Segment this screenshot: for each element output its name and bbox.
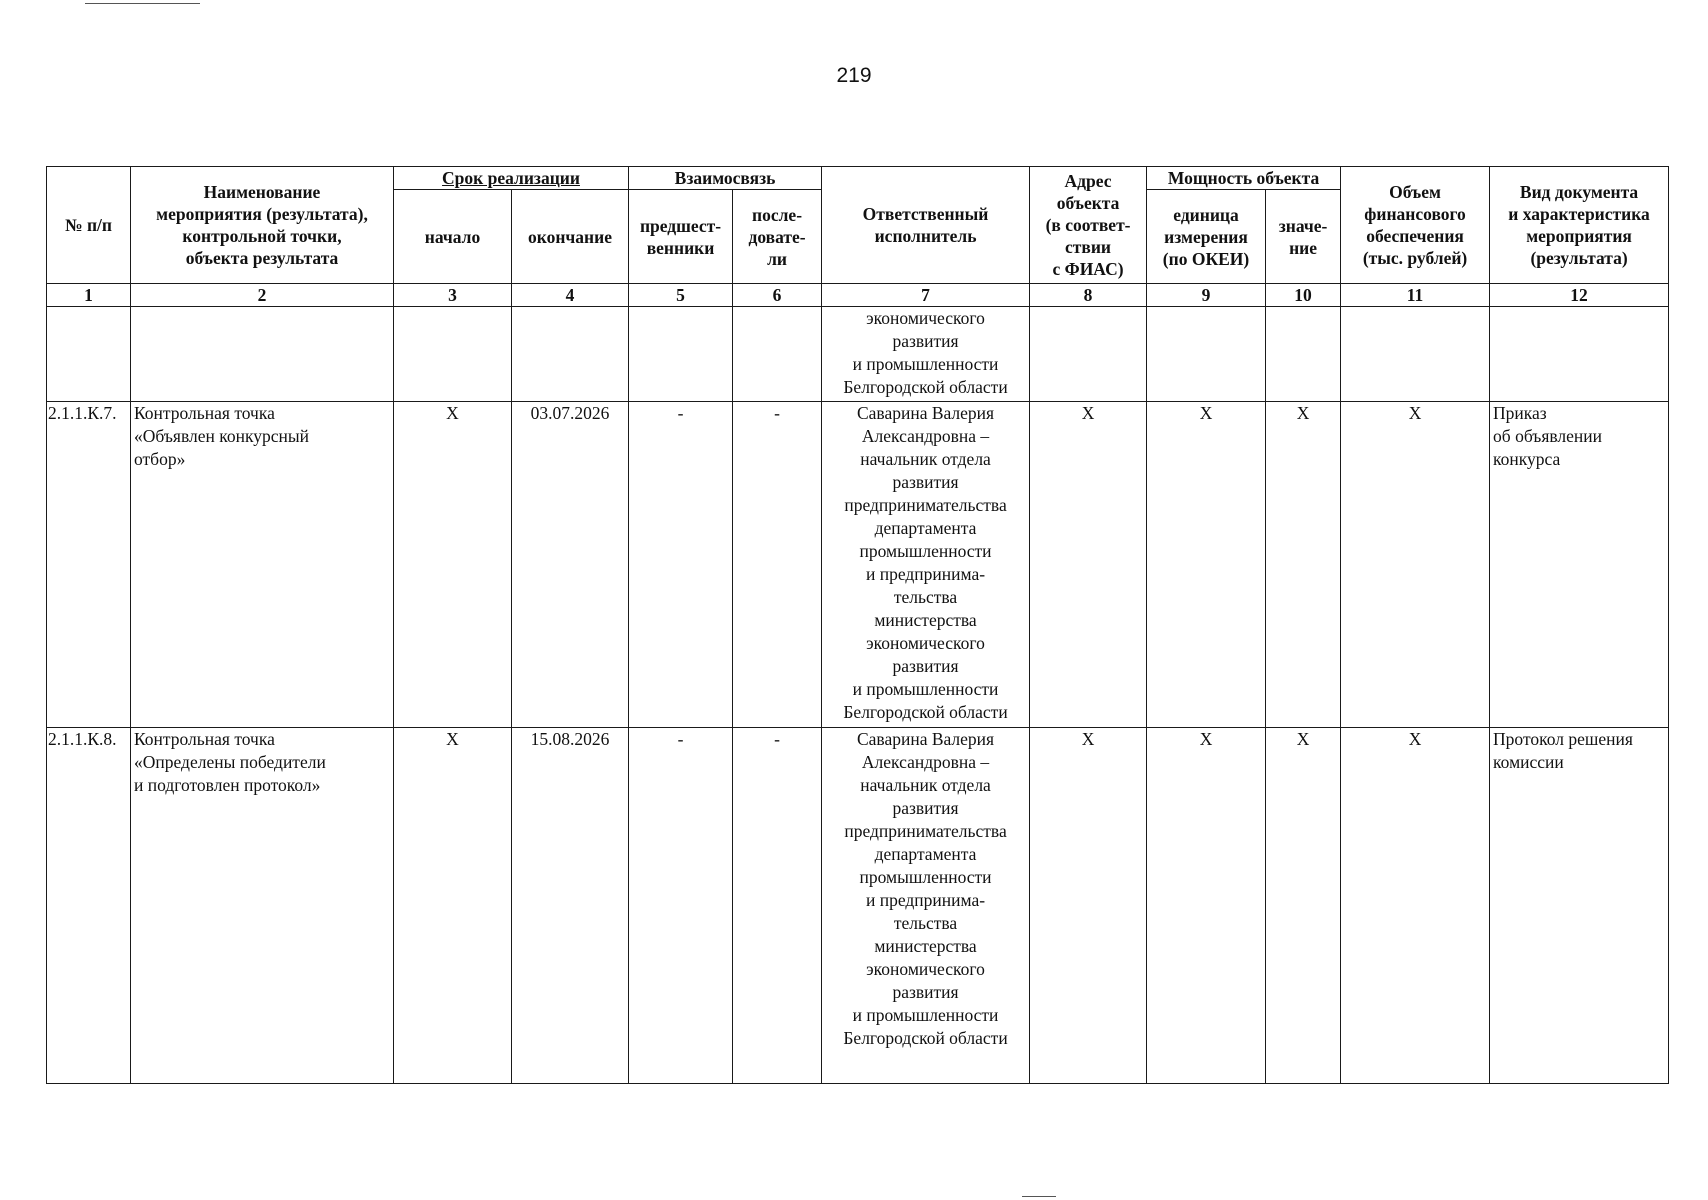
cell-empty	[131, 307, 394, 402]
cell-empty	[733, 307, 822, 402]
cell-empty	[512, 307, 629, 402]
cell-empty	[1147, 307, 1266, 402]
header-name-line: контрольной точки,	[182, 226, 342, 246]
header-address-line: ствии	[1065, 237, 1112, 257]
header-name-line: объекта результата	[185, 248, 339, 268]
cell-executor	[822, 402, 1030, 728]
column-number: 12	[1490, 284, 1669, 307]
header-finance-line: обеспечения	[1366, 226, 1464, 246]
column-number: 2	[131, 284, 394, 307]
header-name-line: мероприятия (результата),	[156, 204, 368, 224]
executor-line: предпринимательства	[844, 821, 1007, 841]
cell-empty	[1266, 307, 1341, 402]
header-executor-line: Ответственный	[862, 204, 989, 224]
header-executor	[822, 167, 1030, 284]
executor-line: Белгородской области	[843, 702, 1008, 722]
header-predecessors	[629, 190, 733, 284]
executor-line: начальник отдела	[860, 449, 991, 469]
header-num: № п/п	[47, 167, 131, 284]
header-address-line: объекта	[1056, 193, 1120, 213]
cell-successors: -	[733, 402, 822, 728]
executor-line: и промышленности	[852, 1005, 999, 1025]
executor-line: и предпринима-	[866, 890, 986, 910]
cell-value: Х	[1266, 402, 1341, 728]
executor-line: развития	[892, 798, 959, 818]
column-number: 10	[1266, 284, 1341, 307]
cell-empty	[1030, 307, 1147, 402]
cell-num: 2.1.1.К.7.	[47, 402, 131, 728]
name-line: и подготовлен протокол»	[134, 775, 321, 795]
cell-name	[131, 402, 394, 728]
header-finance-line: финансового	[1364, 204, 1466, 224]
executor-line: и промышленности	[852, 679, 999, 699]
cell-unit: Х	[1147, 402, 1266, 728]
header-period: Срок реализации	[394, 167, 629, 190]
executor-line: экономического	[866, 959, 985, 979]
executor-line: развития	[892, 331, 959, 351]
header-value	[1266, 190, 1341, 284]
header-capacity: Мощность объекта	[1147, 167, 1341, 190]
doc-line: об объявлении	[1493, 426, 1603, 446]
executor-line: промышленности	[859, 541, 992, 561]
cell-empty	[629, 307, 733, 402]
header-address-line: с ФИАС)	[1052, 259, 1124, 279]
continuation-row	[47, 307, 1669, 402]
column-number: 3	[394, 284, 512, 307]
cell-doc	[1490, 728, 1669, 1084]
executor-line: Белгородской области	[843, 377, 1008, 397]
column-number: 5	[629, 284, 733, 307]
header-successors-line: довате-	[748, 226, 806, 247]
column-number: 1	[47, 284, 131, 307]
executor-line: промышленности	[859, 867, 992, 887]
column-number: 7	[822, 284, 1030, 307]
executor-line: Саварина Валерия	[856, 729, 995, 749]
executor-line: экономического	[866, 633, 985, 653]
executor-line: и промышленности	[852, 354, 999, 374]
cell-finance: Х	[1341, 728, 1490, 1084]
cell-num: 2.1.1.К.8.	[47, 728, 131, 1084]
name-line: «Определены победители	[134, 752, 326, 772]
name-line: «Объявлен конкурсный	[134, 426, 309, 446]
doc-line: комиссии	[1493, 752, 1564, 772]
header-doc-type-line: (результата)	[1530, 248, 1628, 268]
executor-line: развития	[892, 656, 959, 676]
name-line: Контрольная точка	[134, 403, 275, 423]
header-doc-type-line: мероприятия	[1526, 226, 1632, 246]
header-row-1	[47, 167, 1669, 190]
column-number: 6	[733, 284, 822, 307]
header-unit	[1147, 190, 1266, 284]
executor-line: начальник отдела	[860, 775, 991, 795]
executor-line: Саварина Валерия	[856, 403, 995, 423]
doc-line: Протокол решения	[1493, 729, 1633, 749]
table-row	[47, 728, 1669, 1084]
doc-line: конкурса	[1493, 449, 1561, 469]
cell-empty	[394, 307, 512, 402]
executor-line: развития	[892, 472, 959, 492]
executor-line: и предпринима-	[866, 564, 986, 584]
cell-end: 15.08.2026	[512, 728, 629, 1084]
executor-line: департамента	[874, 844, 977, 864]
executor-line: департамента	[874, 518, 977, 538]
header-value-line: значе-	[1278, 215, 1328, 236]
cell-empty	[1341, 307, 1490, 402]
header-successors	[733, 190, 822, 284]
header-successors-line: ли	[767, 248, 787, 269]
bottom-rule	[1022, 1196, 1056, 1197]
table-row	[47, 402, 1669, 728]
cell-start: Х	[394, 728, 512, 1084]
executor-line: министерства	[874, 610, 977, 630]
header-name	[131, 167, 394, 284]
name-line: Контрольная точка	[134, 729, 275, 749]
header-name-line: Наименование	[203, 182, 321, 202]
name-line: отбор»	[134, 449, 186, 469]
header-predecessors-line: венники	[646, 237, 715, 258]
cell-doc	[1490, 402, 1669, 728]
cell-empty	[47, 307, 131, 402]
header-start: начало	[394, 190, 512, 284]
cell-end: 03.07.2026	[512, 402, 629, 728]
header-executor-line: исполнитель	[874, 226, 977, 246]
cell-value: Х	[1266, 728, 1341, 1084]
header-finance	[1341, 167, 1490, 284]
doc-line: Приказ	[1493, 403, 1547, 423]
header-address-line: (в соответ-	[1045, 215, 1131, 235]
cell-start: Х	[394, 402, 512, 728]
cell-predecessors: -	[629, 402, 733, 728]
executor-line: министерства	[874, 936, 977, 956]
header-doc-type	[1490, 167, 1669, 284]
cell-name	[131, 728, 394, 1084]
cell-address: Х	[1030, 402, 1147, 728]
cell-finance: Х	[1341, 402, 1490, 728]
executor-line: тельства	[893, 913, 958, 933]
header-doc-type-line: и характеристика	[1508, 204, 1650, 224]
cell-successors: -	[733, 728, 822, 1084]
header-unit-line: (по ОКЕИ)	[1162, 248, 1250, 269]
cell-executor	[822, 728, 1030, 1084]
cell-predecessors: -	[629, 728, 733, 1084]
header-address-line: Адрес	[1064, 171, 1112, 191]
header-link: Взаимосвязь	[629, 167, 822, 190]
executor-line: Александровна –	[861, 752, 990, 772]
column-number: 11	[1341, 284, 1490, 307]
column-number: 8	[1030, 284, 1147, 307]
executor-line: тельства	[893, 587, 958, 607]
header-unit-line: измерения	[1164, 226, 1248, 247]
header-doc-type-line: Вид документа	[1519, 182, 1639, 202]
header-finance-line: Объем	[1389, 182, 1441, 202]
header-unit-line: единица	[1173, 204, 1239, 225]
cell-address: Х	[1030, 728, 1147, 1084]
column-number-row	[47, 284, 1669, 307]
top-rule	[85, 3, 200, 4]
column-number: 9	[1147, 284, 1266, 307]
cell-executor	[822, 307, 1030, 402]
header-end: окончание	[512, 190, 629, 284]
executor-line: развития	[892, 982, 959, 1002]
header-value-line: ние	[1289, 237, 1317, 258]
executor-line: Белгородской области	[843, 1028, 1008, 1048]
executor-line: Александровна –	[861, 426, 990, 446]
column-number: 4	[512, 284, 629, 307]
cell-empty	[1490, 307, 1669, 402]
header-successors-line: после-	[752, 204, 803, 225]
measures-table	[46, 166, 1669, 1084]
page-number: 219	[836, 64, 872, 87]
header-address	[1030, 167, 1147, 284]
header-predecessors-line: предшест-	[639, 215, 722, 236]
executor-line: экономического	[866, 308, 985, 328]
header-finance-line: (тыс. рублей)	[1362, 248, 1468, 268]
cell-unit: Х	[1147, 728, 1266, 1084]
executor-line: предпринимательства	[844, 495, 1007, 515]
